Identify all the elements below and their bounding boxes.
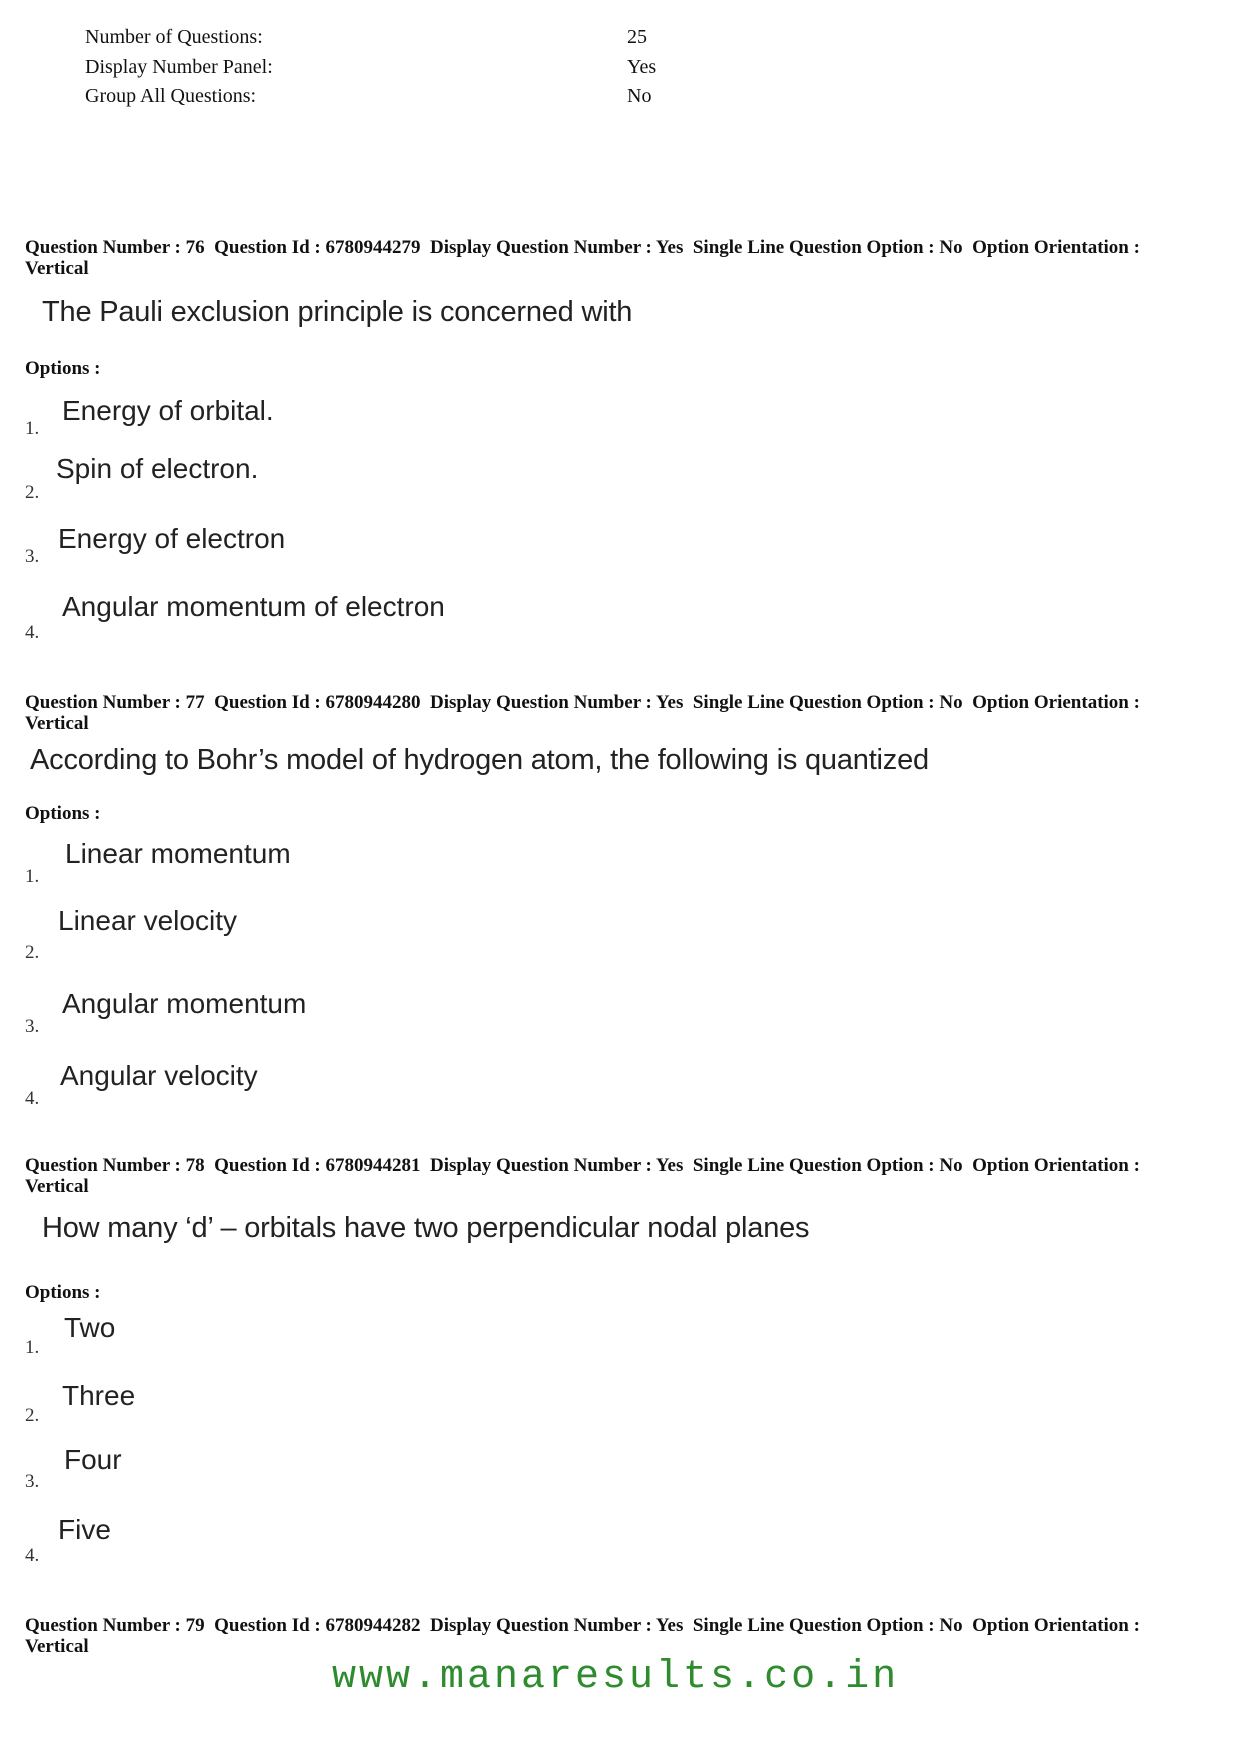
question-text-77: According to Bohr’s model of hydrogen atom, the following is quantized	[30, 744, 929, 776]
question-header-76: Question Number : 76 Question Id : 6780944279 Display Question Number : Yes Single Line Question Option : No Option Orientation : Vertical	[25, 237, 1145, 279]
question-header-79: Question Number : 79 Question Id : 6780944282 Display Question Number : Yes Single Line Question Option : No Option Orientation : Vertical	[25, 1615, 1145, 1657]
option-text: Linear velocity	[58, 905, 237, 936]
setting-label: Display Number Panel:	[85, 56, 273, 78]
option-number: 1.	[25, 1337, 40, 1358]
option-number: 1.	[25, 418, 40, 439]
option-number: 2.	[25, 482, 40, 503]
option-number: 4.	[25, 622, 40, 643]
setting-label: Number of Questions:	[85, 26, 263, 48]
options-label: Options :	[25, 1282, 101, 1303]
option-text: Three	[62, 1380, 136, 1411]
setting-value: Yes	[627, 56, 657, 78]
option-text: Angular velocity	[60, 1060, 258, 1091]
option-text: Angular momentum	[62, 988, 307, 1019]
setting-value: No	[627, 85, 652, 107]
question-header-78: Question Number : 78 Question Id : 6780944281 Display Question Number : Yes Single Line Question Option : No Option Orientation : Vertical	[25, 1155, 1145, 1197]
option-number: 2.	[25, 1405, 40, 1426]
option-text: Spin of electron.	[56, 453, 259, 484]
options-label: Options :	[25, 803, 101, 824]
option-number: 4.	[25, 1088, 40, 1109]
question-text-78: How many ‘d’ – orbitals have two perpendicular nodal planes	[42, 1212, 810, 1244]
question-header-77: Question Number : 77 Question Id : 6780944280 Display Question Number : Yes Single Line Question Option : No Option Orientation : Vertical	[25, 692, 1145, 734]
question-text-76: The Pauli exclusion principle is concerned with	[42, 296, 633, 328]
option-text: Energy of electron	[58, 523, 286, 554]
option-number: 4.	[25, 1545, 40, 1566]
option-text: Five	[58, 1514, 111, 1545]
setting-value: 25	[627, 26, 647, 48]
options-label: Options :	[25, 358, 101, 379]
option-number: 1.	[25, 866, 40, 887]
watermark-url: www.manaresults.co.in	[332, 1655, 900, 1700]
setting-label: Group All Questions:	[85, 85, 257, 107]
option-text: Four	[64, 1444, 122, 1475]
option-number: 2.	[25, 942, 40, 963]
option-text: Two	[64, 1312, 116, 1343]
option-number: 3.	[25, 1016, 40, 1037]
option-number: 3.	[25, 1471, 40, 1492]
option-text: Energy of orbital.	[62, 395, 274, 426]
option-text: Angular momentum of electron	[62, 591, 445, 622]
option-number: 3.	[25, 546, 40, 567]
option-text: Linear momentum	[65, 838, 291, 869]
